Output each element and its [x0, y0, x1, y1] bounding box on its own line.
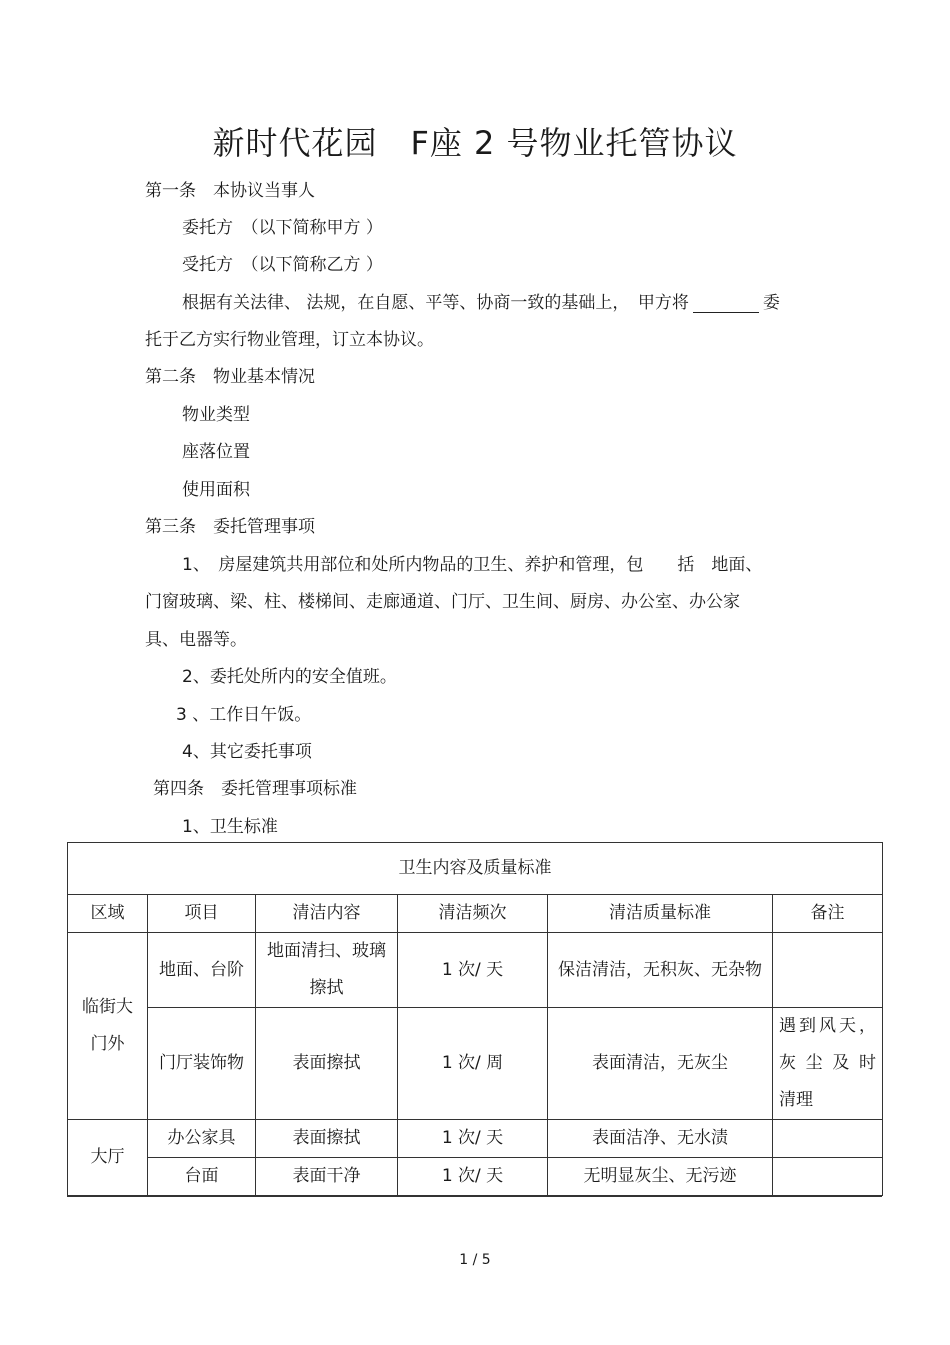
cell-note [773, 1158, 883, 1196]
table-row [68, 1120, 883, 1158]
cell-standard: 表面清洁，无灰尘 [548, 1008, 773, 1120]
header-content: 清洁内容 [256, 895, 398, 933]
cell-note [773, 1120, 883, 1158]
table-header-row [68, 895, 883, 933]
cell-content: 表面干净 [256, 1158, 398, 1196]
article-2-heading: 第二条 物业基本情况 [145, 367, 315, 387]
cell-item: 台面 [148, 1158, 256, 1196]
header-area: 区域 [68, 895, 148, 933]
cell-area: 临街大门外 [68, 933, 148, 1120]
cell-note: 遇到风天，灰 尘 及 时 清理 [773, 1008, 883, 1120]
cell-content: 表面擦拭 [256, 1120, 398, 1158]
document-title: 新时代花园 F座 2 号物业托管协议 [212, 124, 738, 162]
item-1-line-1: 1、 房屋建筑共用部位和处所内物品的卫生、养护和管理，包 括 地面、 [182, 555, 763, 575]
property-area: 使用面积 [182, 480, 250, 500]
table-bottom-rule [67, 1196, 882, 1197]
article-1-heading: 第一条 本协议当事人 [145, 181, 315, 201]
basis-line-2: 托于乙方实行物业管理，订立本协议。 [145, 330, 434, 350]
header-note: 备注 [773, 895, 883, 933]
cell-standard: 保洁清洁，无积灰、无杂物 [548, 933, 773, 1008]
item-3-line: 3 、工作日午饭。 [176, 705, 312, 725]
hygiene-standard-table [67, 842, 883, 1196]
property-location: 座落位置 [182, 442, 250, 462]
cell-standard: 表面洁净、无水渍 [548, 1120, 773, 1158]
cell-item: 办公家具 [148, 1120, 256, 1158]
table-row [68, 933, 883, 1008]
header-frequency: 清洁频次 [398, 895, 548, 933]
basis-text-end: 委 [762, 293, 780, 313]
blank-field [693, 294, 759, 313]
article-4-heading: 第四条 委托管理事项标准 [153, 779, 357, 799]
cell-frequency: 1 次/ 天 [398, 933, 548, 1008]
cell-content: 地面清扫、玻璃擦拭 [256, 933, 398, 1008]
article-3-heading: 第三条 委托管理事项 [145, 517, 315, 537]
basis-line [182, 288, 780, 313]
cell-content: 表面擦拭 [256, 1008, 398, 1120]
cell-standard: 无明显灰尘、无污迹 [548, 1158, 773, 1196]
item-2-line: 2、委托处所内的安全值班。 [182, 667, 397, 687]
cell-frequency: 1 次/ 天 [398, 1158, 548, 1196]
party-b-line: 受托方 （以下简称乙方 ） [182, 255, 383, 275]
cell-area: 大厅 [68, 1120, 148, 1196]
table-caption: 卫生内容及质量标准 [68, 843, 883, 895]
cell-frequency: 1 次/ 天 [398, 1120, 548, 1158]
header-item: 项目 [148, 895, 256, 933]
table-row [68, 1008, 883, 1120]
cell-item: 门厅装饰物 [148, 1008, 256, 1120]
item-1-line-3: 具、电器等。 [145, 630, 247, 650]
cell-note [773, 933, 883, 1008]
cell-frequency: 1 次/ 周 [398, 1008, 548, 1120]
cell-item: 地面、台阶 [148, 933, 256, 1008]
party-a-line: 委托方 （以下简称甲方 ） [182, 218, 383, 238]
basis-text: 根据有关法律、 法规，在自愿、平等、协商一致的基础上， 甲方将 [182, 293, 689, 313]
header-standard: 清洁质量标准 [548, 895, 773, 933]
page-number: 1 / 5 [459, 1252, 491, 1268]
property-type: 物业类型 [182, 405, 250, 425]
hygiene-standard-heading: 1、卫生标准 [182, 817, 278, 837]
item-4-line: 4、其它委托事项 [182, 742, 312, 762]
table-row [68, 1158, 883, 1196]
item-1-line-2: 门窗玻璃、梁、柱、楼梯间、走廊通道、门厅、卫生间、厨房、办公室、办公家 [145, 592, 740, 612]
